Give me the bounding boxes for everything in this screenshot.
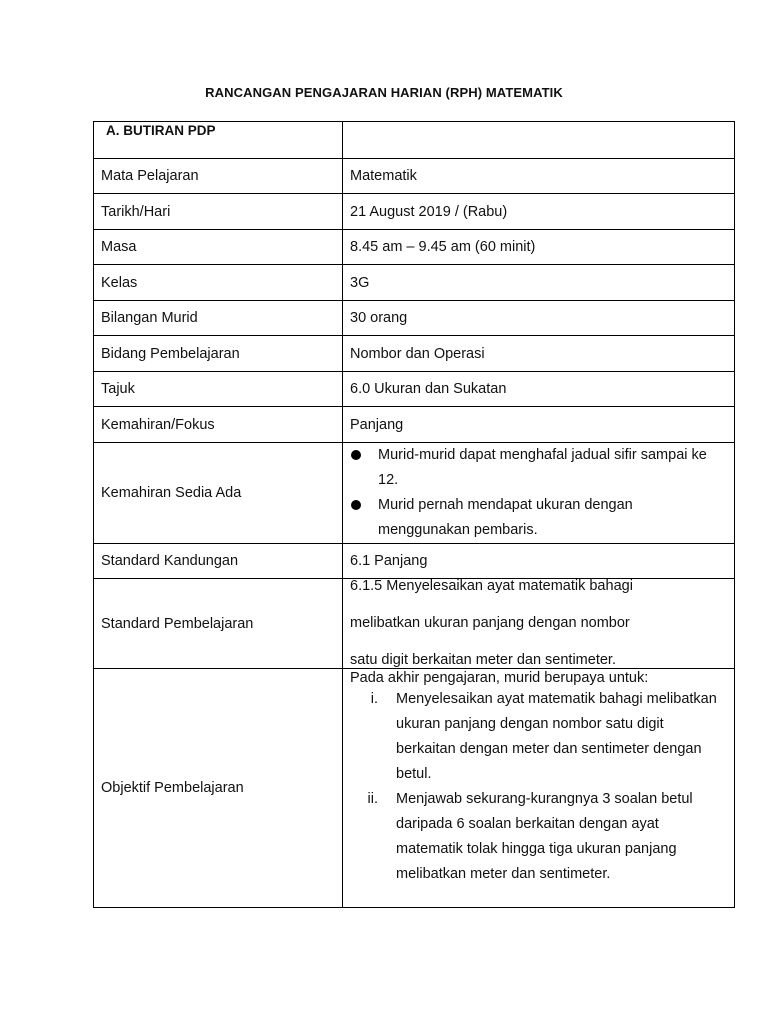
objectives-cell — [343, 669, 735, 908]
row-value: Panjang — [343, 407, 735, 443]
table-row — [94, 336, 735, 372]
section-title-cell — [94, 122, 343, 159]
bullet-icon — [351, 500, 361, 510]
list-item — [350, 493, 727, 543]
row-label: Tajuk — [94, 372, 343, 407]
table-row — [94, 159, 735, 194]
row-value: 3G — [343, 265, 735, 301]
learning-standard-line: 6.1.5 Menyelesaikan ayat matematik bahagi — [350, 578, 633, 594]
list-item — [350, 787, 727, 887]
list-item-text: Menjawab sekurang-kurangnya 3 soalan betul daripada 6 soalan berkaitan dengan ayat matematik tolak hingga tiga ukuran panjang melibatkan meter dan sentimeter. — [396, 791, 693, 882]
learning-standard-line: melibatkan ukuran panjang dengan nombor — [350, 615, 630, 631]
row-value: 30 orang — [343, 301, 735, 336]
list-item-number: ii. — [367, 791, 378, 807]
row-label: Kelas — [94, 265, 343, 301]
row-value: Nombor dan Operasi — [343, 336, 735, 372]
learning-standard-label: Standard Pembelajaran — [94, 579, 343, 669]
content-standard-label: Standard Kandungan — [94, 544, 343, 579]
table-row — [94, 301, 735, 336]
learning-standard-line: satu digit berkaitan meter dan sentimeter. — [350, 652, 616, 668]
list-item-number: i. — [370, 691, 378, 707]
section-title: A. BUTIRAN PDP — [106, 123, 216, 138]
objectives-label: Objektif Pembelajaran — [94, 669, 343, 908]
row-label: Bilangan Murid — [94, 301, 343, 336]
content-standard-row — [94, 544, 735, 579]
row-label: Masa — [94, 230, 343, 265]
prior-skills-cell — [343, 443, 735, 544]
row-label: Bidang Pembelajaran — [94, 336, 343, 372]
row-value: 8.45 am – 9.45 am (60 minit) — [343, 230, 735, 265]
list-item-text: Menyelesaikan ayat matematik bahagi melibatkan ukuran panjang dengan nombor satu digit berkaitan dengan meter dan sentimeter dengan betul. — [396, 691, 717, 782]
lesson-plan-table — [93, 121, 735, 908]
table-row — [94, 372, 735, 407]
section-header-row — [94, 122, 735, 159]
learning-standard-row — [94, 579, 735, 669]
list-item — [350, 687, 727, 787]
prior-skills-row — [94, 443, 735, 544]
row-label: Tarikh/Hari — [94, 194, 343, 230]
list-item — [350, 443, 727, 493]
document-title: RANCANGAN PENGAJARAN HARIAN (RPH) MATEMATIK — [205, 85, 563, 100]
table-row — [94, 230, 735, 265]
row-label: Kemahiran/Fokus — [94, 407, 343, 443]
prior-skills-list — [350, 443, 727, 543]
prior-skills-label: Kemahiran Sedia Ada — [94, 443, 343, 544]
table-row — [94, 265, 735, 301]
objectives-list — [350, 687, 727, 887]
objectives-row — [94, 669, 735, 908]
row-label: Mata Pelajaran — [94, 159, 343, 194]
learning-standard-cell — [343, 579, 735, 669]
table-row — [94, 194, 735, 230]
bullet-icon — [351, 450, 361, 460]
row-value: Matematik — [343, 159, 735, 194]
row-value: 21 August 2019 / (Rabu) — [343, 194, 735, 230]
content-standard-value: 6.1 Panjang — [343, 544, 735, 579]
list-item-text: Murid-murid dapat menghafal jadual sifir sampai ke 12. — [378, 447, 707, 488]
row-value: 6.0 Ukuran dan Sukatan — [343, 372, 735, 407]
section-value-cell — [343, 122, 735, 159]
objectives-intro: Pada akhir pengajaran, murid berupaya untuk: — [350, 670, 649, 686]
table-row — [94, 407, 735, 443]
list-item-text: Murid pernah mendapat ukuran dengan menggunakan pembaris. — [378, 497, 633, 538]
